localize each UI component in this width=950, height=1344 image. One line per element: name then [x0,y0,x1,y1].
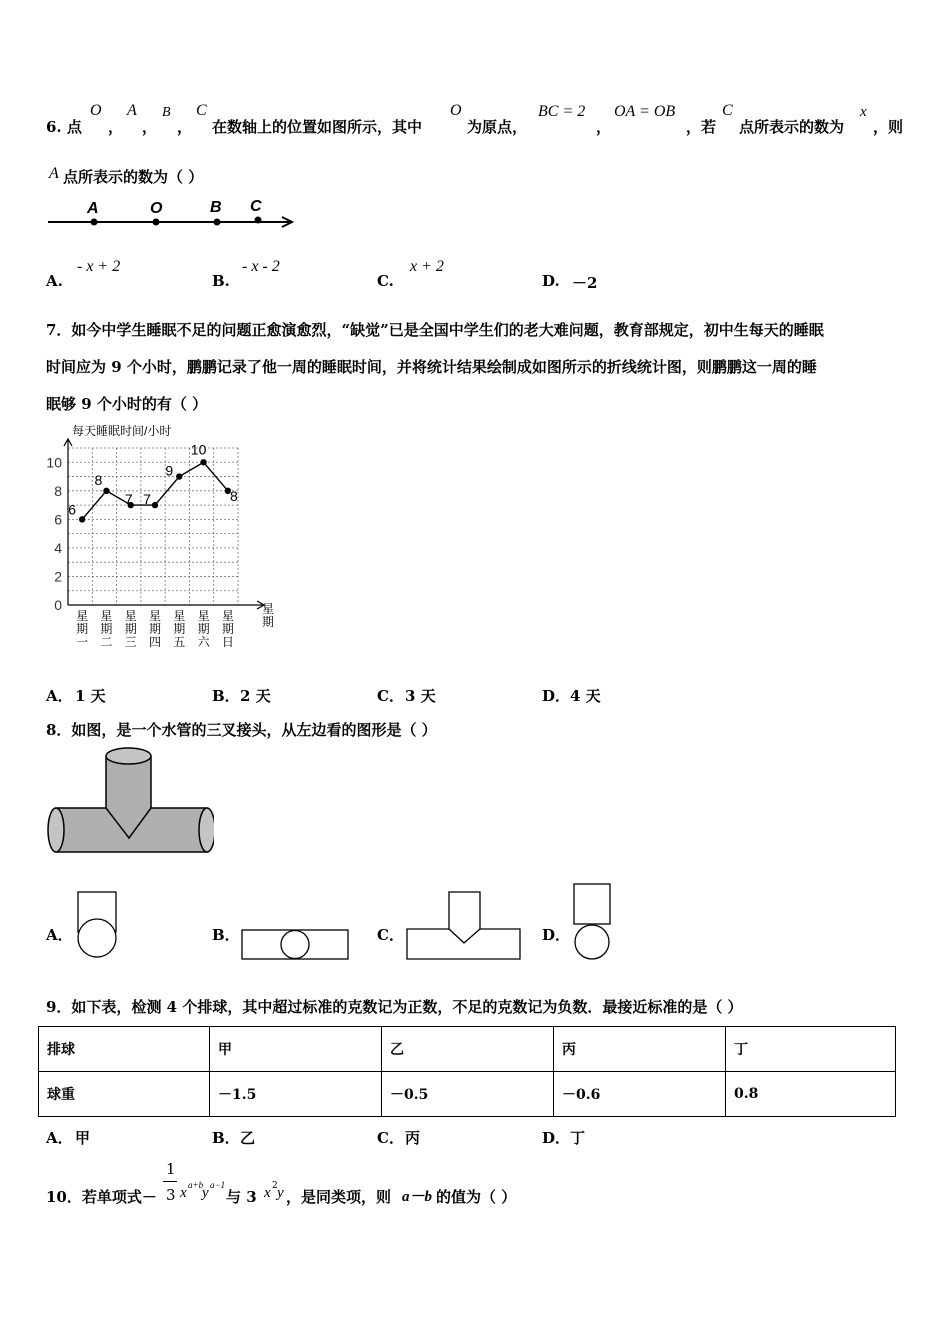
label-C: C [250,198,262,215]
pipe-right-end [199,808,214,852]
y-tick-label: 10 [46,454,62,471]
q6-line1: 6. 点 [46,118,82,136]
q6-C: C [196,102,207,119]
q6-sep3: ， [177,118,193,136]
table-cell: 球重 [39,1072,210,1117]
x-axis-label: 星 [261,602,275,616]
table-header-cell: 排球 [39,1027,210,1072]
number-line [44,193,300,235]
q6-option-d-label[interactable]: D. [542,272,560,290]
q9-option-a-label[interactable]: A． [46,1129,73,1147]
x-tick-label: 星 [148,609,162,623]
q10-post: ，是同类项，则 [286,1188,392,1206]
chart-title: 每天睡眠时间/小时 [72,424,172,438]
x-axis-label: 期 [261,615,275,629]
q10-exp2: a−1 [210,1180,226,1190]
q10-frac-bar [163,1181,177,1182]
q6-text3: 为原点， [467,118,528,136]
chart-axes [46,439,274,649]
q8-option-d-label[interactable]: D． [542,926,571,944]
x-tick-label: 期 [221,622,234,636]
label-B: B [210,199,222,216]
chart-marks [68,441,238,522]
q6-sep4: ， [596,118,612,136]
q10-x2: x [264,1185,271,1201]
data-label: 7 [124,491,133,508]
q7-option-c-value[interactable]: 3 天 [405,687,436,705]
q6-option-a-value[interactable]: - x + 2 [77,258,121,275]
q7-line1: 7．如今中学生睡眠不足的问题正愈演愈烈，“缺觉”已是全国中学生们的老大难问题，教育部规定，初中生每天的睡眠 [46,321,824,339]
q6-line2: 点所表示的数为（ ） [63,168,204,186]
q10-frac-den: 3 [166,1186,176,1204]
q6-text5: 点所表示的数为 [739,118,845,136]
y-tick-label: 0 [54,597,62,613]
table-header-cell: 乙 [382,1027,554,1072]
q8-text: 8．如图，是一个水管的三叉接头，从左边看的图形是（ ） [46,721,437,739]
table-header-cell: 丁 [726,1027,896,1072]
data-point [79,516,85,522]
x-tick-label: 星 [173,609,186,623]
point-C [255,217,262,224]
point-A [91,219,98,226]
q6-text6: ，则 [873,118,904,136]
q10-prefix: 10．若单项式－ [46,1188,157,1206]
q10-y: y [202,1185,209,1201]
x-tick-label: 一 [76,635,89,649]
q7-option-d-label[interactable]: D． [542,687,571,705]
q6-O2: O [450,102,462,119]
table-row [39,1027,896,1072]
table-header-cell: 甲 [210,1027,382,1072]
x-tick-label: 六 [197,635,210,649]
q6-text2: 在数轴上的位置如图所示，其中 [212,118,423,136]
x-tick-label: 星 [76,609,89,623]
sleep-line-chart [40,420,290,652]
q6-option-a-label[interactable]: A. [46,272,63,290]
q10-frac-num: 1 [166,1160,176,1178]
x-tick-label: 期 [124,622,137,636]
q6-sep2: ， [142,118,158,136]
y-tick-label: 2 [54,568,62,585]
y-tick-label: 8 [54,482,62,499]
q8-option-d-figure[interactable] [570,882,616,962]
q10-expr: a－b [402,1189,433,1205]
q8-option-b-figure[interactable] [240,928,352,962]
q6-O: O [90,102,102,119]
q6-option-d-value[interactable]: －2 [572,274,598,292]
point-B [214,219,221,226]
data-point [103,488,109,494]
label-A: A [87,200,99,217]
q10-exp3: 2 [272,1181,278,1191]
y-tick-label: 4 [54,539,62,556]
q7-line3: 眠够 9 个小时的有（ ） [46,395,208,413]
q10-mid: 与 3 [226,1188,257,1206]
q8-option-a-figure[interactable] [74,890,120,962]
x-tick-label: 期 [76,622,89,636]
data-point [200,459,206,465]
table-cell: 0.8 [726,1072,896,1117]
table-row [39,1072,896,1117]
q9-option-d-value[interactable]: 丁 [570,1129,586,1147]
q7-option-b-label[interactable]: B． [212,687,240,705]
q6-bc: BC = 2 [538,103,586,120]
q6-oa: OA = OB [614,103,676,120]
x-tick-label: 星 [221,609,234,623]
x-tick-label: 二 [100,635,113,649]
chart-grid [68,448,238,605]
q9-option-b-value[interactable]: 乙 [240,1129,256,1147]
q9-option-a-value[interactable]: 甲 [75,1129,91,1147]
q6-sep1: ， [108,118,124,136]
q10-end: 的值为（ ） [436,1188,517,1206]
q8-option-c-figure[interactable] [404,889,524,963]
q7-option-a-label[interactable]: A． [46,687,73,705]
x-tick-label: 星 [100,609,113,623]
x-tick-label: 四 [148,635,162,649]
data-label: 8 [94,471,103,488]
x-tick-label: 星 [197,609,210,623]
x-tick-label: 期 [100,622,113,636]
q7-option-a-value[interactable]: 1 天 [75,687,106,705]
q10-exp1: a+b [188,1180,204,1190]
q9-text: 9．如下表，检测 4 个排球，其中超过标准的克数记为正数，不足的克数记为负数．最接近标准的是（ ） [46,998,743,1016]
x-tick-label: 三 [124,635,137,649]
pipe-left-end [48,808,64,852]
q8-option-c-label[interactable]: C． [377,926,404,944]
q9-option-d-label[interactable]: D． [542,1129,571,1147]
q7-option-c-label[interactable]: C． [377,687,404,705]
data-point [152,502,158,508]
volleyball-weight-table [38,1026,896,1117]
t-pipe-figure [44,744,214,856]
x-tick-label: 星 [124,609,137,623]
q9-option-b-label[interactable]: B． [212,1129,240,1147]
q9-option-c-value[interactable]: 丙 [405,1129,421,1147]
x-tick-label: 期 [148,622,162,636]
table-cell: －1.5 [210,1072,382,1117]
x-tick-label: 期 [197,622,210,636]
q6-C2: C [722,102,733,119]
q6-text4: ，若 [686,118,717,136]
x-tick-label: 期 [173,622,186,636]
q7-line2: 时间应为 9 个小时，鹏鹏记录了他一周的睡眠时间，并将统计结果绘制成如图所示的折线统计图，则鹏鹏这一周的睡 [46,358,817,376]
x-tick-label: 日 [221,635,234,649]
q10-x: x [180,1185,187,1201]
q8-option-b-label[interactable]: B． [212,926,240,944]
table-cell: －0.6 [554,1072,726,1117]
q7-option-b-value[interactable]: 2 天 [240,687,271,705]
table-header-cell: 丙 [554,1027,726,1072]
q9-option-c-label[interactable]: C． [377,1129,404,1147]
data-label: 10 [190,441,207,458]
q8-option-a-label[interactable]: A． [46,926,73,944]
y-tick-label: 6 [54,511,62,528]
data-point [176,473,182,479]
data-label: 9 [165,462,174,479]
x-tick-label: 五 [173,635,186,649]
q6-option-c-value[interactable]: x + 2 [410,258,444,275]
q6-A: A [127,102,137,119]
q7-option-d-value[interactable]: 4 天 [570,687,601,705]
point-O [153,219,160,226]
q6-A-line2: A [49,165,59,182]
label-O: O [150,200,163,217]
data-label: 6 [68,501,77,518]
q6-option-b-value[interactable]: - x - 2 [242,258,280,275]
pipe-top-end [106,748,151,764]
q6-B: B [162,105,171,120]
data-label: 7 [143,491,151,508]
table-cell: －0.5 [382,1072,554,1117]
q6-option-b-label[interactable]: B. [212,272,230,290]
q6-option-c-label[interactable]: C. [377,272,394,290]
q6-x: x [860,104,867,120]
data-label: 8 [229,487,238,504]
q10-y2: y [277,1185,284,1201]
